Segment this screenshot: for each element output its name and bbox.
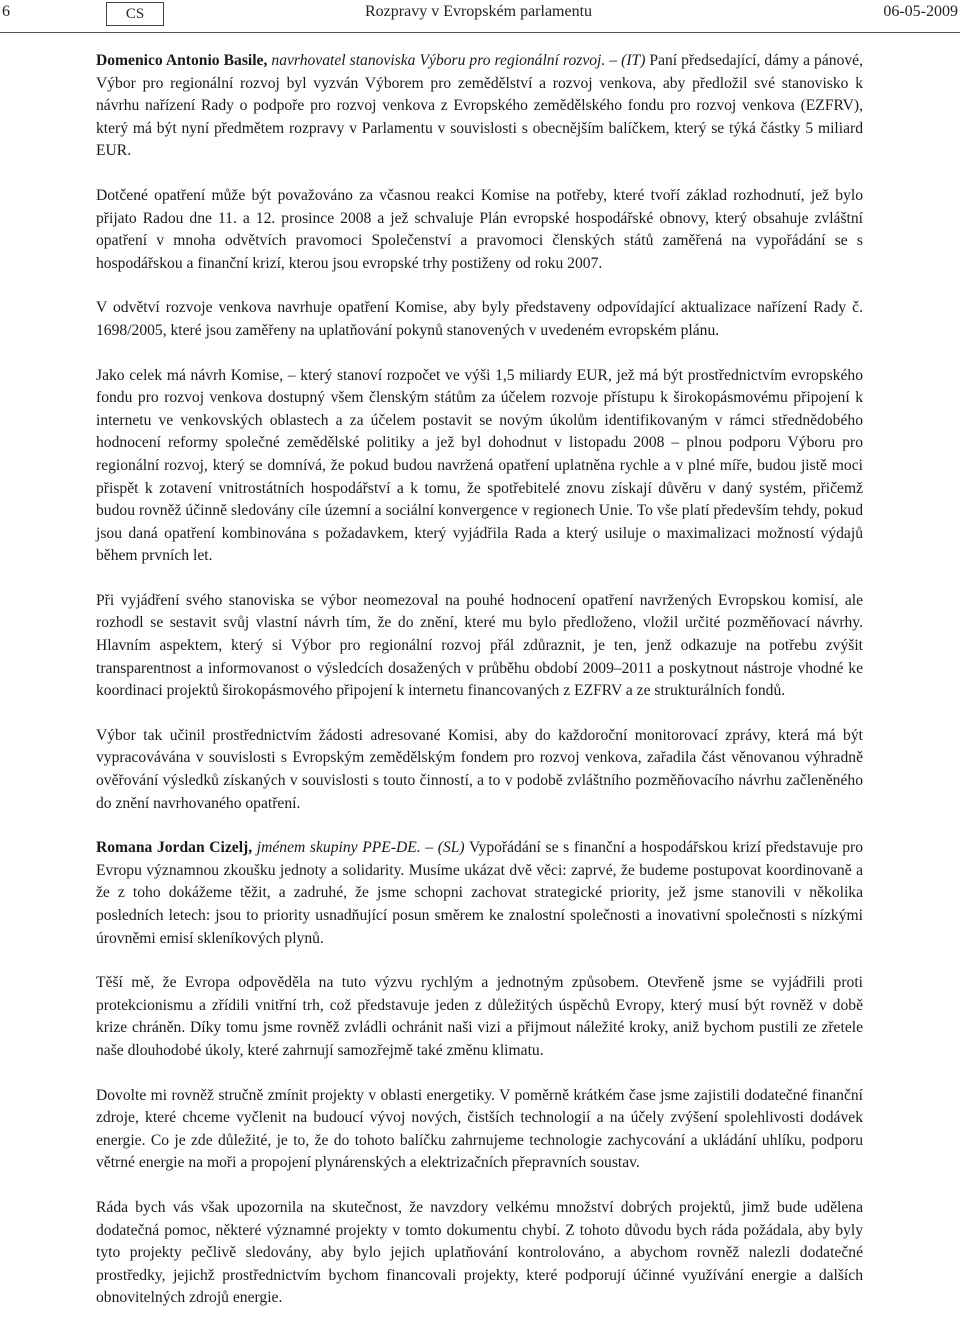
speaker-role: jménem skupiny PPE-DE. xyxy=(252,839,421,857)
speech-language: – (SL) xyxy=(420,839,465,857)
running-title: Rozpravy v Evropském parlamentu xyxy=(365,3,593,20)
paragraph-cizelj-intro xyxy=(96,837,863,950)
speaker-name: Romana Jordan Cizelj, xyxy=(96,839,253,857)
speech-language: – (IT) xyxy=(605,52,646,69)
paragraph: Dovolte mi rovněž stručně zmínit projekty v oblasti energetiky. V poměrně krátkém čase jsme zajistili dodatečné finanční zdroje, které chceme vyčlenit na budoucí vývoj nových, čistších technologií a na účely zvýšení spolehlivosti dodávek energie. Co je zde důležité, je to, že do tohoto balíčku zahrnujeme technologie zachycování a ukládání uhlíku, podporu větrné energie na moři a propojení plynárenských a elektrizačních přepravních soustav. xyxy=(96,1086,863,1172)
paragraph: Jako celek má návrh Komise, – který stanoví rozpočet ve výši 1,5 miliardy EUR, jež má být prostřednictvím evropského fondu pro rozvoj venkova dostupný všem členským státům za účelem rozvoje přístupu k širokopásmovému připojení k internetu ve venkovských oblastech a za účelem postavit se novým úkolům identifikovaným v rámci střednědobého hodnocení reformy společné zemědělské politiky a jež byl dohodnut v listopadu 2008 – plnou podporu Výboru pro regionální rozvoj, který se domnívá, že pokud budou navržená opatření uplatněna rychle a v plné míře, budou jistě moci přispět k zotavení vnitrostátních hospodářství a k tomu, že spotřebitelé znovu získají důvěru v daný systém, přičemž budou rovněž účinně sledovány cíle územní a sociální konvergence v regionech Unie. To vše platí především tehdy, pokud jsou daná opatření kombinována s požadavkem, který vyjádřila Rada a který usiluje o maximalizaci možností výdajů během prvních let. xyxy=(96,366,863,565)
paragraph: Těší mě, že Evropa odpověděla na tuto výzvu rychlým a jednotným způsobem. Otevřeně jsme se vyjádřili proti protekcionismu a zřídili vnitřní trh, což představuje jeden z důležitých úspěchů Evropy, který musí být rovněž v době krize chráněn. Díky tomu jsme rovněž zvládli ochránit naši vizi a přijmout náležité kroky, aniž bychom pustili ze zřetele naše dlouhodobé úkoly, které zahrnují samozřejmě také změnu klimatu. xyxy=(96,974,863,1059)
page-number: 6 xyxy=(2,3,10,20)
page-header xyxy=(0,0,960,40)
speaker-name: Domenico Antonio Basile, xyxy=(96,52,268,69)
document-body xyxy=(96,50,863,1332)
language-code-box: CS xyxy=(106,2,164,26)
paragraph: Ráda bych vás však upozornila na skutečnost, že navzdory velkému množství dobrých projektů, jimž bude udělena dodatečná pomoc, některé významné projekty v tomto dokumentu chybí. Z tohoto důvodu bych ráda požádala, aby byly tyto projekty pečlivě sledovány, aby bylo jejich uplatňování kontrolováno, a abychom rovněž nalezli dodatečné prostředky, jejichž prostřednictvím bychom financovali projekty, které podporují účinné využívání energie a dalších obnovitelných zdrojů energie. xyxy=(96,1198,863,1307)
paragraph: Dotčené opatření může být považováno za včasnou reakci Komise na potřeby, které tvoří základ rozhodnutí, jež bylo přijato Radou dne 11. a 12. prosince 2008 a jež schvaluje Plán evropské hospodářské obnovy, který obsahuje zvláštní opatření v mnoha odvětvích pravomoci Společenství a pravomoci členských států zaměřená na vypořádání se s hospodářskou a finanční krizí, kterou jsou evropské trhy postiženy od roku 2007. xyxy=(96,186,863,272)
paragraph-text: Paní předsedající, dámy a pánové, Výbor pro regionální rozvoj byl vyzván Výborem pro zemědělství a rozvoj venkova, aby předložil své stanovisko k návrhu nařízení Rady o podpoře pro rozvoj venkova z Evropského zemědělského fondu pro rozvoj venkova (EZFRV), který má být nyní předmětem rozpravy v Parlamentu v souvislosti s obecnějším balíčkem, který se týká částky 5 miliard EUR. xyxy=(96,52,863,160)
document-date: 06-05-2009 xyxy=(883,3,958,20)
paragraph: V odvětví rozvoje venkova navrhuje opatření Komise, aby byly představeny odpovídající aktualizace nařízení Rady č. 1698/2005, které jsou zaměřeny na uplatňování pokynů stanovených v uvedeném evropském plánu. xyxy=(96,299,863,339)
paragraph-basile-intro xyxy=(96,50,863,163)
paragraph: Při vyjádření svého stanoviska se výbor neomezoval na pouhé hodnocení opatření navržených Evropskou komisí, ale rozhodl se sestavit svůj vlastní návrh tím, že do znění, které mu bylo předloženo, vložil určité pozměňovací návrhy. Hlavním aspektem, který si Výbor pro regionální rozvoj přál zdůraznit, je ten, jenž odkazuje na potřebu zvýšit transparentnost a informovanost o výsledcích dosažených v průběhu období 2009–2011 a poskytnout nástroje vhodné ke koordinaci projektů širokopásmového připojení k internetu financovaných z EZFRV a ze strukturálních fondů. xyxy=(96,591,863,700)
paragraph-text: Vypořádání se s finanční a hospodářskou krizí představuje pro Evropu významnou zkoušku jednoty a solidarity. Musíme ukázat dvě věci: zaprvé, že budeme postupovat koordinovaně a že z toho dokážeme těžit, a zadruhé, že jsme schopni zachovat strategické priority, jež jsme stanovili v několika posledních letech: jsou to priority usnadňující posun směrem ke znalostní společnosti a inovativní společnosti s nízkými úrovněmi emisí skleníkových plynů. xyxy=(96,839,863,947)
paragraph: Výbor tak učinil prostřednictvím žádosti adresované Komisi, aby do každoroční monitorovací zprávy, která má být vypracovávána v souvislosti s Evropským zemědělským fondem pro rozvoj venkova, zařadila část věnovanou výhradně ověřování výsledků získaných v souvislosti s touto činností, a to v podobě zvláštního pozměňovacího návrhu začleněného do znění navrhovaného opatření. xyxy=(96,726,863,812)
header-rule xyxy=(0,32,960,33)
speaker-role: navrhovatel stanoviska Výboru pro regionální rozvoj. xyxy=(267,52,606,69)
